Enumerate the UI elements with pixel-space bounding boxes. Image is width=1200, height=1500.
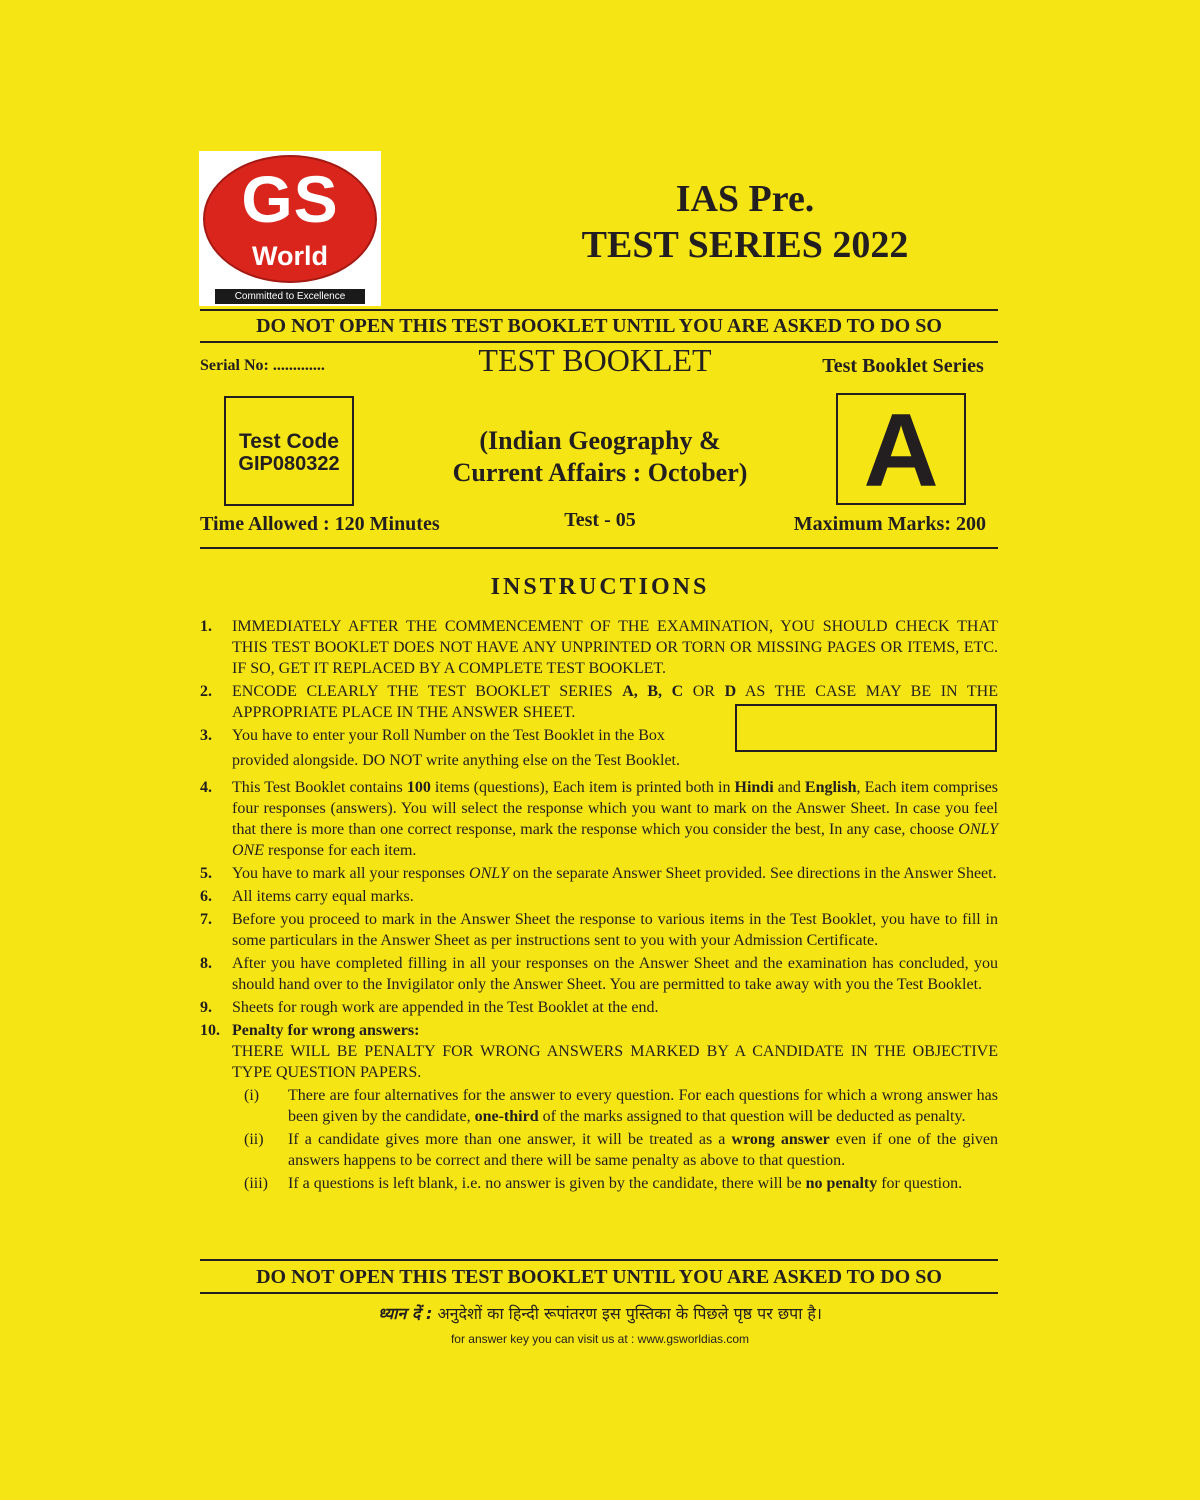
item-number: 4. bbox=[200, 779, 212, 796]
item-number: 2. bbox=[200, 683, 212, 700]
subject-line2: Current Affairs : October) bbox=[452, 458, 748, 487]
item-number: 6. bbox=[200, 888, 212, 905]
logo-main-text: GS bbox=[241, 162, 339, 236]
penalty-body: THERE WILL BE PENALTY FOR WRONG ANSWERS MARKED BY A CANDIDATE IN THE OBJECTIVE TYPE QUESTION PAPERS. bbox=[232, 1043, 998, 1081]
item-number: 5. bbox=[200, 865, 212, 882]
item-text: After you have completed filling in all your responses on the Answer Sheet and the examination has concluded, you should hand over to the Invigilator only the Answer Sheet. You are permitted to take away with you the Test Booklet. bbox=[232, 955, 998, 993]
penalty-heading: Penalty for wrong answers: bbox=[232, 1022, 420, 1039]
penalty-subitem: (iii) If a questions is left blank, i.e. no answer is given by the candidate, there will be no penalty for question. bbox=[244, 1175, 963, 1192]
header-line2: TEST SERIES 2022 bbox=[581, 224, 909, 266]
item-text: This Test Booklet contains 100 items (questions), Each item is printed both in Hindi and English, Each item comprises four responses (answers). You will select the response which you want to mark on the Answer Sheet. In case you feel that there is more than one correct response, mark the response which you consider the best, In any case, choose ONLY ONE response for each item. bbox=[232, 779, 998, 859]
subject-title bbox=[420, 425, 780, 489]
item-number: 7. bbox=[200, 911, 212, 928]
item-number: 3. bbox=[200, 727, 212, 744]
test-code-value: GIP080322 bbox=[238, 453, 340, 475]
item-number: 1. bbox=[200, 618, 212, 635]
footer-url: for answer key you can visit us at : www.gsworldias.com bbox=[450, 1332, 750, 1346]
test-code-label: Test Code bbox=[239, 430, 339, 453]
instruction-item bbox=[200, 777, 998, 861]
test-code-box bbox=[224, 396, 354, 506]
maximum-marks: Maximum Marks: 200 bbox=[793, 513, 986, 535]
item-text: Before you proceed to mark in the Answer Sheet the response to various items in the Test Booklet, you have to fill in some particulars in the Answer Sheet as per instructions sent to you with your Admission Certificate. bbox=[232, 911, 998, 949]
logo-sub-text: World bbox=[252, 241, 328, 271]
instruction-item bbox=[200, 681, 998, 723]
instruction-item bbox=[200, 616, 998, 679]
instruction-item bbox=[200, 953, 998, 995]
hindi-note-label: ध्यान दें : bbox=[378, 1304, 433, 1323]
item-text: ENCODE CLEARLY THE TEST BOOKLET SERIES A, B, C OR D AS THE CASE MAY BE IN THE APPROPRIATE PLACE IN THE ANSWER SHEET. bbox=[232, 683, 998, 721]
instruction-item bbox=[200, 997, 998, 1018]
item-number: 8. bbox=[200, 955, 212, 972]
hindi-note bbox=[200, 1302, 1000, 1324]
item-number: 10. bbox=[200, 1022, 220, 1039]
item-text: You have to enter your Roll Number on the Test Booklet in the Box provided alongside. DO NOT write anything else on the Test Booklet. bbox=[232, 727, 680, 769]
item-text: You have to mark all your responses ONLY on the separate Answer Sheet provided. See directions in the Answer Sheet. bbox=[232, 865, 997, 882]
series-letter-box: A bbox=[836, 393, 966, 505]
instruction-item bbox=[200, 1020, 998, 1196]
divider-top bbox=[200, 309, 998, 311]
logo-oval bbox=[203, 155, 377, 283]
instructions-heading: INSTRUCTIONS bbox=[490, 574, 710, 600]
series-label: Test Booklet Series bbox=[822, 355, 984, 377]
hindi-note-text: अनुदेशों का हिन्दी रूपांतरण इस पुस्तिका के पिछले पृष्ठ पर छपा है। bbox=[432, 1304, 822, 1323]
booklet-title: TEST BOOKLET bbox=[478, 342, 712, 378]
penalty-subitem: (ii) If a candidate gives more than one answer, it will be treated as a wrong answer even if one of the given answers happens to be correct and there will be same penalty as above to that question. bbox=[244, 1131, 999, 1169]
divider-under-bottom-warning bbox=[200, 1292, 998, 1294]
instruction-item bbox=[200, 863, 998, 884]
test-number: Test - 05 bbox=[564, 509, 636, 531]
time-allowed: Time Allowed : 120 Minutes bbox=[200, 513, 440, 535]
gs-world-logo bbox=[199, 151, 381, 306]
warning-bottom: DO NOT OPEN THIS TEST BOOKLET UNTIL YOU ARE ASKED TO DO SO bbox=[256, 1266, 942, 1288]
item-text: All items carry equal marks. bbox=[232, 888, 414, 905]
subject-line1: (Indian Geography & bbox=[479, 426, 721, 455]
penalty-subitem: (i) There are four alternatives for the answer to every question. For each questions for which a wrong answer has been given by the candidate, one-third of the marks assigned to that question will be deducted as penalty. bbox=[244, 1087, 998, 1125]
serial-number: Serial No: ............. bbox=[200, 357, 325, 374]
item-number: 9. bbox=[200, 999, 212, 1016]
divider-bottom bbox=[200, 1259, 998, 1261]
header-line1: IAS Pre. bbox=[675, 178, 815, 220]
logo-tagline: Committed to Excellence bbox=[215, 289, 365, 304]
instructions-list bbox=[200, 616, 998, 1198]
instruction-item bbox=[200, 886, 998, 907]
item-text: IMMEDIATELY AFTER THE COMMENCEMENT OF THE EXAMINATION, YOU SHOULD CHECK THAT THIS TEST BOOKLET DOES NOT HAVE ANY UNPRINTED OR TORN OR MISSING PAGES OR ITEMS, ETC. IF SO, GET IT REPLACED BY A COMPLETE TEST BOOKLET. bbox=[232, 618, 998, 677]
instruction-item bbox=[200, 909, 998, 951]
warning-top: DO NOT OPEN THIS TEST BOOKLET UNTIL YOU ARE ASKED TO DO SO bbox=[256, 315, 942, 337]
item-text: Sheets for rough work are appended in the Test Booklet at the end. bbox=[232, 999, 659, 1016]
instruction-item bbox=[200, 725, 998, 771]
item-text bbox=[232, 1020, 998, 1196]
divider-under-info bbox=[200, 547, 998, 549]
